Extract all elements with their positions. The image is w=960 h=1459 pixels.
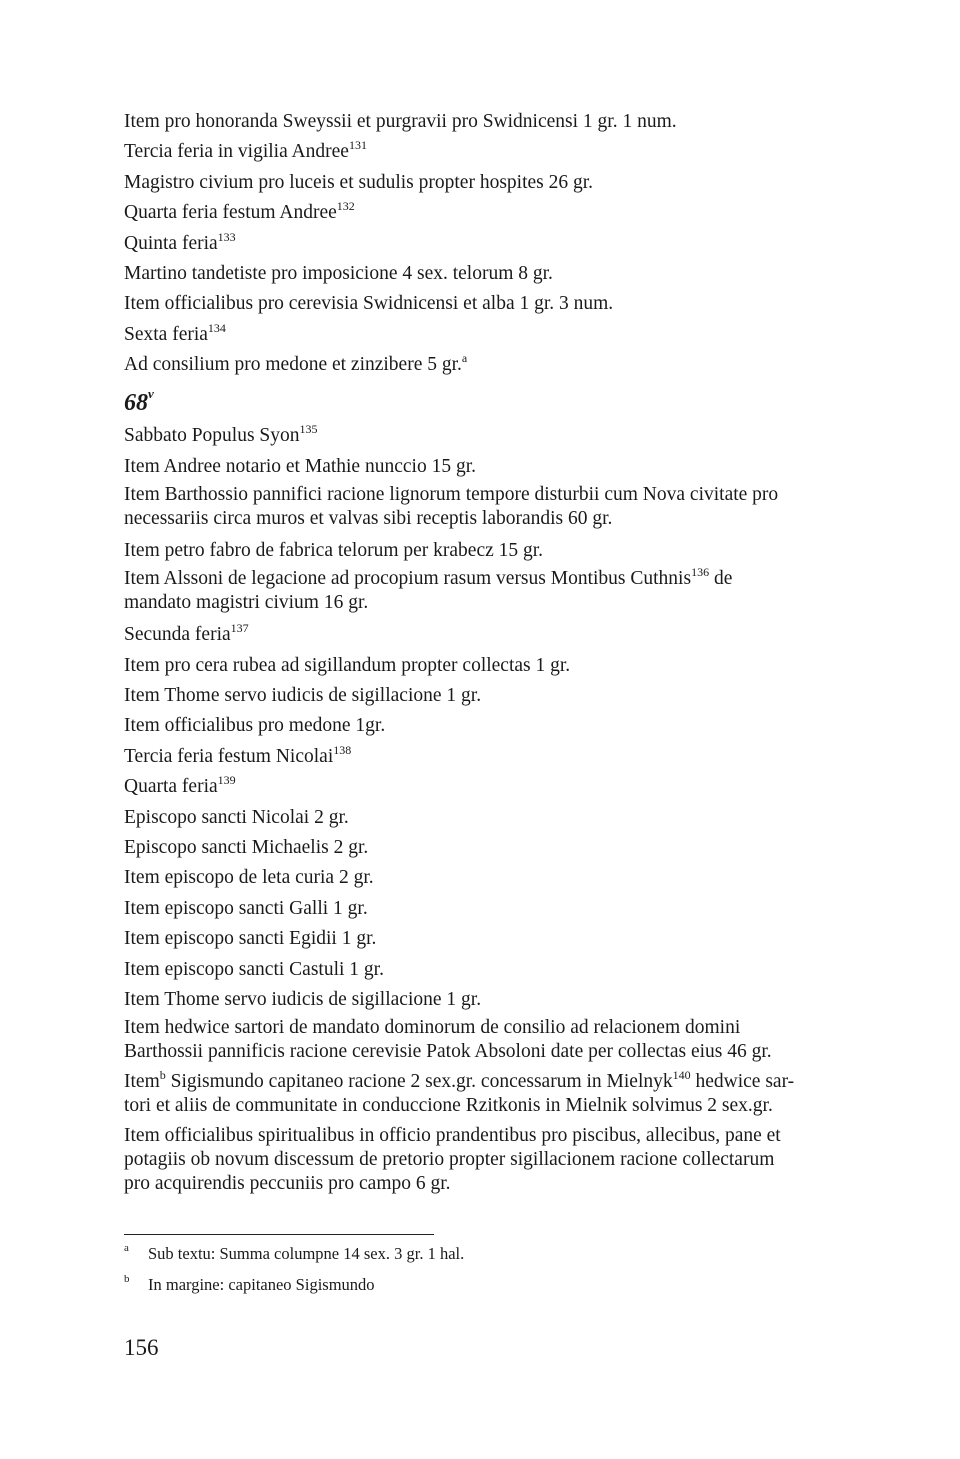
entry-line (124, 804, 844, 831)
paragraph-line: pro acquirendis peccuniis pro campo 6 gr. (124, 1173, 451, 1195)
entry-paragraph (124, 483, 844, 531)
entry-line (124, 321, 844, 348)
entry-line (124, 743, 844, 770)
entry-text: Item episcopo sancti Egidii 1 gr. (124, 928, 377, 950)
paragraph-line: mandato magistri civium 16 gr. (124, 592, 369, 614)
paragraph-line: necessariis circa muros et valvas sibi receptis laborandis 60 gr. (124, 507, 613, 529)
footnote-ref: 134 (207, 320, 226, 335)
footnote-ref: 138 (333, 742, 352, 757)
entry-line (124, 712, 844, 739)
entry-paragraph (124, 567, 844, 615)
entry-text: Tercia feria in vigilia Andree (124, 141, 349, 163)
entries-block (124, 621, 844, 1013)
entry-text: Item Andree notario et Mathie nunccio 15 gr. (124, 455, 476, 477)
paragraph-line: Item hedwice sartori de mandato dominorum de consilio ad relacionem domini (124, 1017, 741, 1039)
footnote-ref: 140 (672, 1068, 691, 1083)
paragraph-text: hedwice sar- (690, 1071, 795, 1093)
entry-line (124, 682, 844, 709)
entry-text: Item pro honoranda Sweyssii et purgravii pro Swidnicensi 1 gr. 1 num. (124, 111, 677, 132)
footnote-divider (124, 1234, 434, 1235)
main-text (124, 108, 844, 1202)
entry-line (124, 925, 844, 952)
entry-paragraph (124, 1124, 844, 1196)
folio-number: 68 (124, 390, 148, 417)
entries-block (124, 108, 844, 378)
entry-line (124, 652, 844, 679)
footnote: b In margine: capitaneo Sigismundo (124, 1273, 375, 1294)
entry-line (124, 230, 844, 257)
paragraph-line: tori et aliis de communitate in conduccione Rzitkonis in Mielnik solvimus 2 sex.gr. (124, 1095, 773, 1117)
entry-text: Tercia feria festum Nicolai (124, 745, 334, 767)
entry-text: Secunda feria (124, 624, 231, 646)
entry-line (124, 351, 844, 378)
paragraph-line: potagiis ob novum discessum de pretorio propter sigillacionem racione collectarum (124, 1149, 775, 1171)
footnote-ref: 135 (299, 422, 318, 437)
footnote-ref: 139 (217, 773, 236, 788)
entry-paragraph (124, 1016, 844, 1064)
entry-text: Item officialibus pro medone 1gr. (124, 715, 386, 737)
entry-text: Ad consilium pro medone et zinzibere 5 gr. (124, 354, 462, 376)
entry-text: Item pro cera rubea ad sigillandum propter collectas 1 gr. (124, 654, 571, 676)
entry-line (124, 621, 844, 648)
entry-paragraph (124, 1070, 844, 1118)
entry-text: Quarta feria (124, 776, 218, 798)
footnote-ref: a (461, 351, 468, 366)
entry-line (124, 956, 844, 983)
folio-heading (124, 386, 844, 420)
entry-line: Item petro fabro de fabrica telorum per krabecz 15 gr. (124, 539, 544, 561)
entry-line (124, 108, 844, 135)
paragraph-line: Barthossii pannificis racione cerevisie Patok Absoloni date per collectas eius 46 gr. (124, 1041, 772, 1063)
footnote: a Sub textu: Summa columpne 14 sex. 3 gr. 1 hal. (124, 1242, 465, 1263)
footnote-ref: b (159, 1068, 166, 1083)
entry-line (124, 260, 844, 287)
entry-text: Item Thome servo iudicis de sigillacione 1 gr. (124, 685, 482, 707)
entry-line (124, 453, 844, 480)
entry-line (124, 138, 844, 165)
entry-text: Item episcopo de leta curia 2 gr. (124, 867, 374, 889)
page-number: 156 (124, 1335, 159, 1360)
entry-text: Sexta feria (124, 323, 208, 345)
entry-text: Quinta feria (124, 232, 218, 254)
entry-line (124, 199, 844, 226)
footnote-text: Sub textu: Summa columpne 14 sex. 3 gr. 1 hal. (148, 1244, 465, 1263)
entry-line (124, 290, 844, 317)
folio-side: v (148, 386, 154, 402)
footnote-ref: 132 (336, 199, 355, 214)
paragraph-line: Item officialibus spiritualibus in officio prandentibus pro piscibus, allecibus, pane et (124, 1125, 781, 1147)
footnote-text: In margine: capitaneo Sigismundo (148, 1275, 375, 1294)
paragraph-text: Sigismundo capitaneo racione 2 sex.gr. concessarum in Mielnyk (165, 1071, 673, 1093)
entry-text: Item episcopo sancti Castuli 1 gr. (124, 958, 384, 980)
entry-line (124, 986, 844, 1013)
entry-line (124, 895, 844, 922)
footnote-ref: 133 (217, 229, 236, 244)
footnote-ref: 131 (348, 138, 367, 153)
entry-text: Item Thome servo iudicis de sigillacione 1 gr. (124, 988, 482, 1010)
paragraph-text: Item Alssoni de legacione ad procopium rasum versus Montibus Cuthnis (124, 568, 692, 590)
entry-line (124, 864, 844, 891)
entry-text: Sabbato Populus Syon (124, 425, 300, 447)
entry-text: Quarta feria festum Andree (124, 202, 337, 224)
footnote-ref: 136 (691, 565, 710, 580)
entry-text: Episcopo sancti Michaelis 2 gr. (124, 837, 369, 859)
paragraph-line: Item Barthossio pannifici racione lignorum tempore disturbii cum Nova civitate pro (124, 483, 779, 505)
entries-block (124, 422, 844, 479)
entry-line (124, 773, 844, 800)
entry-line (124, 422, 844, 449)
entry-text: Item officialibus pro cerevisia Swidnicensi et alba 1 gr. 3 num. (124, 293, 614, 315)
paragraph-text: Item (124, 1071, 160, 1093)
entry-text: Martino tandetiste pro imposicione 4 sex. telorum 8 gr. (124, 262, 553, 284)
entry-text: Item episcopo sancti Galli 1 gr. (124, 897, 368, 919)
entry-text: Episcopo sancti Nicolai 2 gr. (124, 806, 349, 828)
paragraph-text: de (709, 568, 733, 590)
entry-line (124, 834, 844, 861)
entry-line (124, 169, 844, 196)
entry-text: Magistro civium pro luceis et sudulis propter hospites 26 gr. (124, 171, 594, 193)
footnote-ref: 137 (230, 621, 249, 636)
